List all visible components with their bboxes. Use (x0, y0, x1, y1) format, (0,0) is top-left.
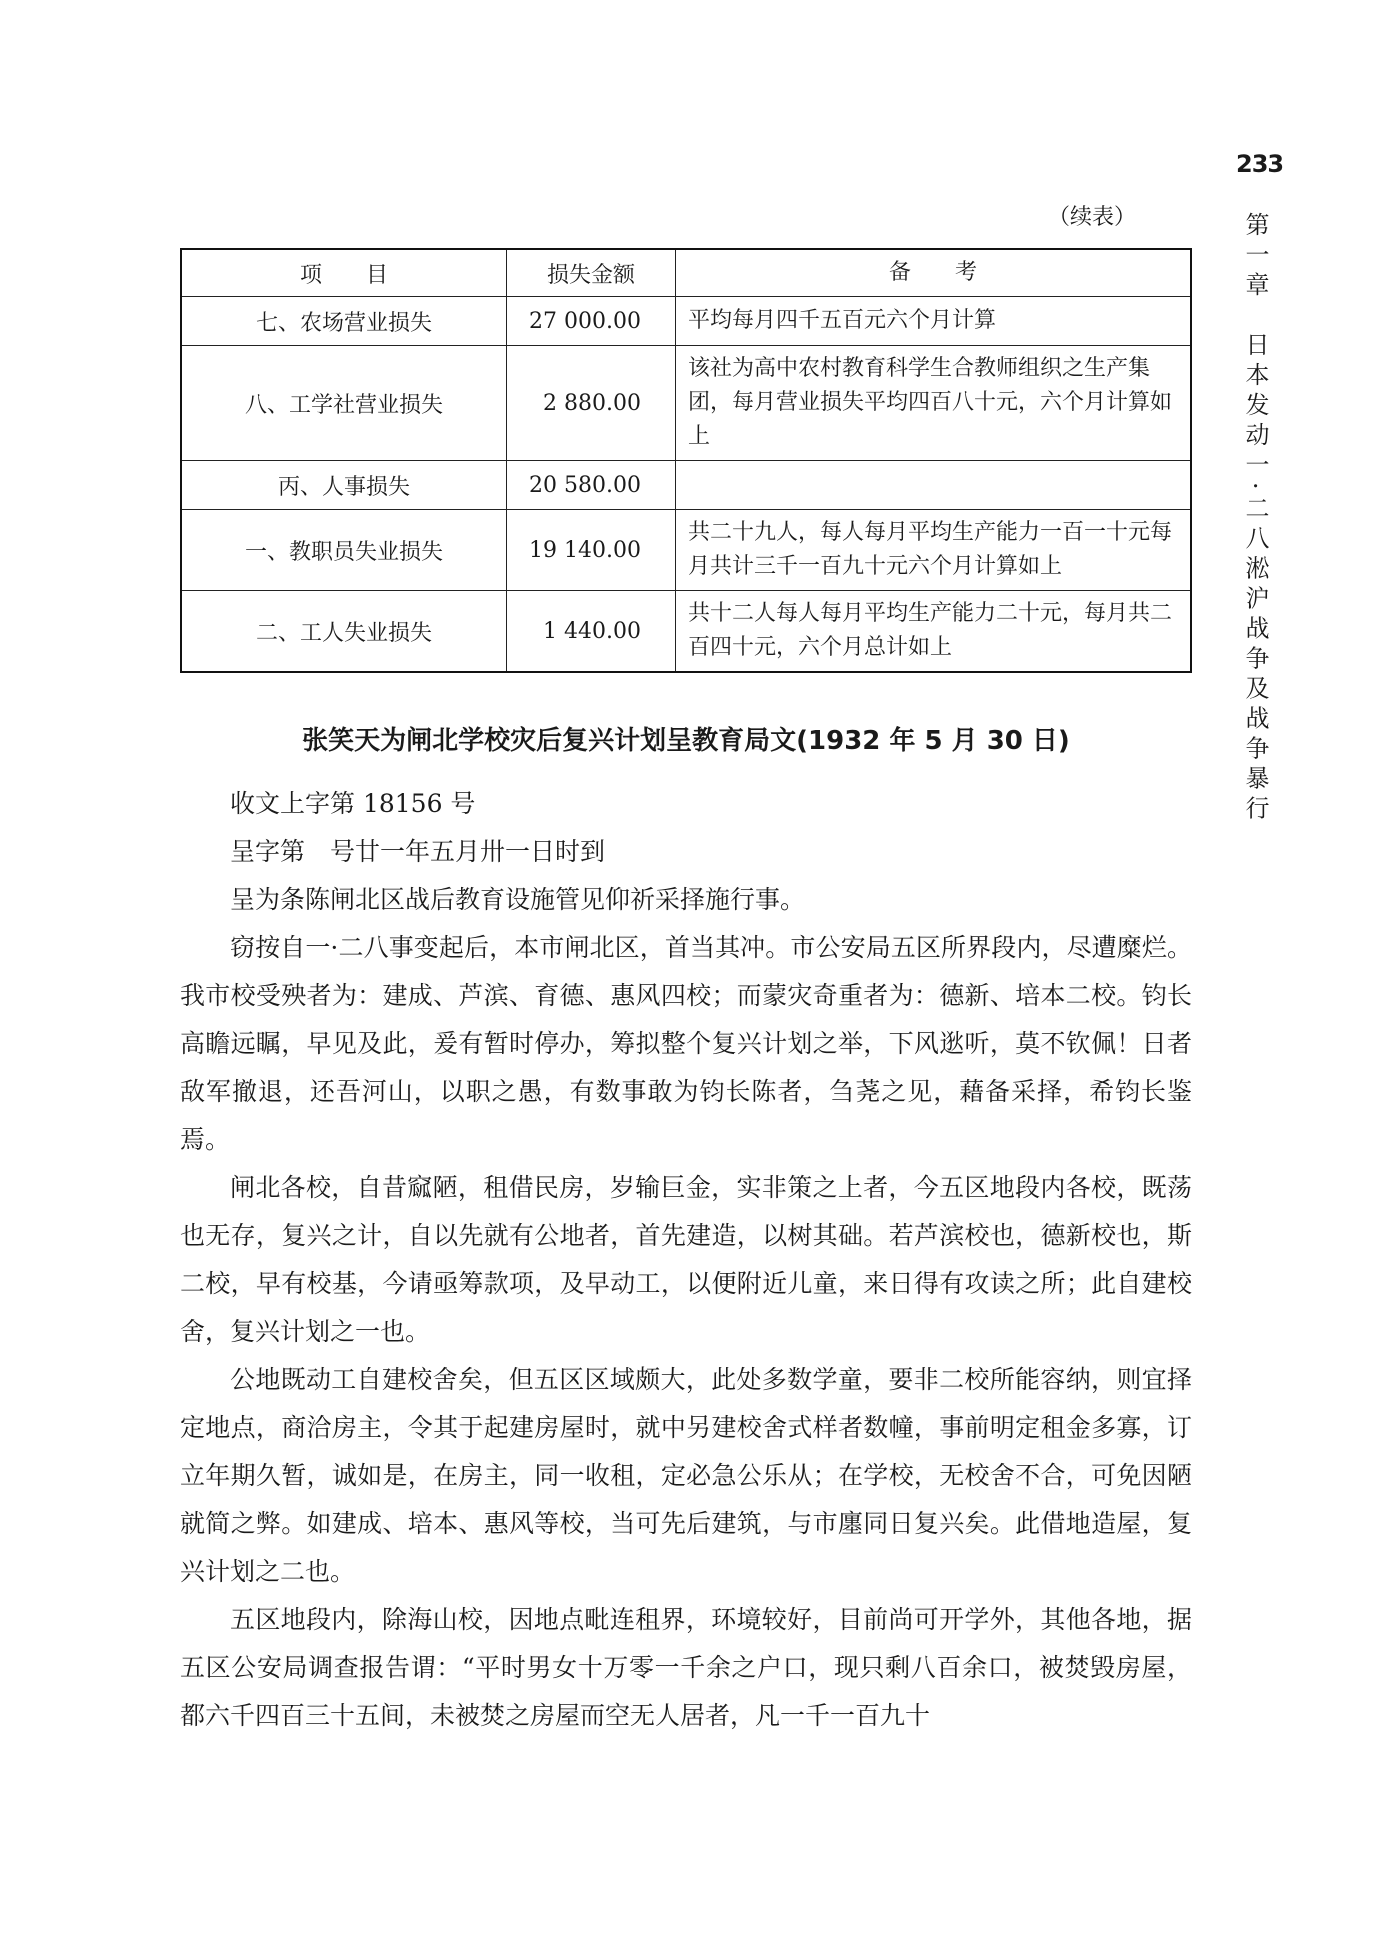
header-note: 备 考 (676, 249, 1192, 297)
row-amount: 20 580.00 (507, 461, 676, 510)
row-amount: 19 140.00 (507, 510, 676, 591)
table-continued-label: （续表） (1048, 205, 1137, 230)
article-paragraph: 闸北各校，自昔窳陋，租借民房，岁输巨金，实非策之上者，今五区地段内各校，既荡也无存，复兴之计，自以先就有公地者，首先建造，以树其础。若芦滨校也，德新校也，斯二校，早有校基，今请亟筹款项，及早动工，以便附近儿童，来日得有攻读之所；此自建校舍，复兴计划之一也。 (180, 1173, 1192, 1346)
row-item: 丙、人事损失 (181, 461, 507, 510)
page-number: 233 (1236, 150, 1284, 178)
row-amount: 27 000.00 (507, 297, 676, 346)
article-meta-line: 呈为条陈闸北区战后教育设施管见仰祈采择施行事。 (230, 885, 806, 914)
header-item: 项 目 (181, 249, 507, 297)
row-note: 该社为高中农村教育科学生合教师组织之生产集团，每月营业损失平均四百八十元，六个月计算如上 (676, 346, 1192, 461)
row-note: 共二十九人，每人每月平均生产能力一百一十元每月共计三千一百九十元六个月计算如上 (676, 510, 1192, 591)
row-item: 一、教职员失业损失 (181, 510, 507, 591)
article-paragraph: 五区地段内，除海山校，因地点毗连租界，环境较好，目前尚可开学外，其他各地，据五区公安局调查报告谓：“平时男女十万零一千余之户口，现只剩八百余口，被焚毁房屋，都六千四百三十五间，未被焚之房屋而空无人居者，凡一千一百九十 (180, 1605, 1192, 1730)
header-amount: 损失金额 (507, 249, 676, 297)
row-note: 共十二人每人每月平均生产能力二十元，每月共二百四十元，六个月总计如上 (676, 591, 1192, 673)
table-row (181, 461, 1191, 510)
table-row (181, 346, 1191, 461)
article-title: 张笑天为闸北学校灾后复兴计划呈教育局文(1932 年 5 月 30 日) (302, 726, 1070, 756)
table-row (181, 510, 1191, 591)
row-item: 八、工学社营业损失 (181, 346, 507, 461)
row-note: 平均每月四千五百元六个月计算 (676, 297, 1192, 346)
loss-table (180, 248, 1192, 673)
row-note (676, 461, 1192, 510)
article-meta-line: 收文上字第 18156 号 (230, 789, 476, 818)
chapter-side-title: 第一章 日本发动一·二八淞沪战争及战争暴行 (1241, 212, 1269, 826)
row-item: 二、工人失业损失 (181, 591, 507, 673)
row-amount: 1 440.00 (507, 591, 676, 673)
table-header-row (181, 249, 1191, 297)
article-body (180, 780, 1192, 1740)
table-row (181, 591, 1191, 673)
article-paragraph: 公地既动工自建校舍矣，但五区区域颇大，此处多数学童，要非二校所能容纳，则宜择定地点，商洽房主，令其于起建房屋时，就中另建校舍式样者数幢，事前明定租金多寡，订立年期久暂，诚如是，在房主，同一收租，定必急公乐从；在学校，无校舍不合，可免因陋就简之弊。如建成、培本、惠风等校，当可先后建筑，与市廛同日复兴矣。此借地造屋，复兴计划之二也。 (180, 1365, 1192, 1586)
table-row (181, 297, 1191, 346)
row-amount: 2 880.00 (507, 346, 676, 461)
article-meta-line: 呈字第 号廿一年五月卅一日时到 (230, 837, 606, 866)
row-item: 七、农场营业损失 (181, 297, 507, 346)
article-paragraph: 窃按自一·二八事变起后，本市闸北区，首当其冲。市公安局五区所界段内，尽遭糜烂。我市校受殃者为：建成、芦滨、育德、惠风四校；而蒙灾奇重者为：德新、培本二校。钧长高瞻远瞩，早见及此，爰有暂时停办，筹拟整个复兴计划之举，下风逖听，莫不钦佩！日者敌军撤退，还吾河山，以职之愚，有数事敢为钧长陈者，刍荛之见，藉备采择，希钧长鉴焉。 (180, 933, 1192, 1154)
